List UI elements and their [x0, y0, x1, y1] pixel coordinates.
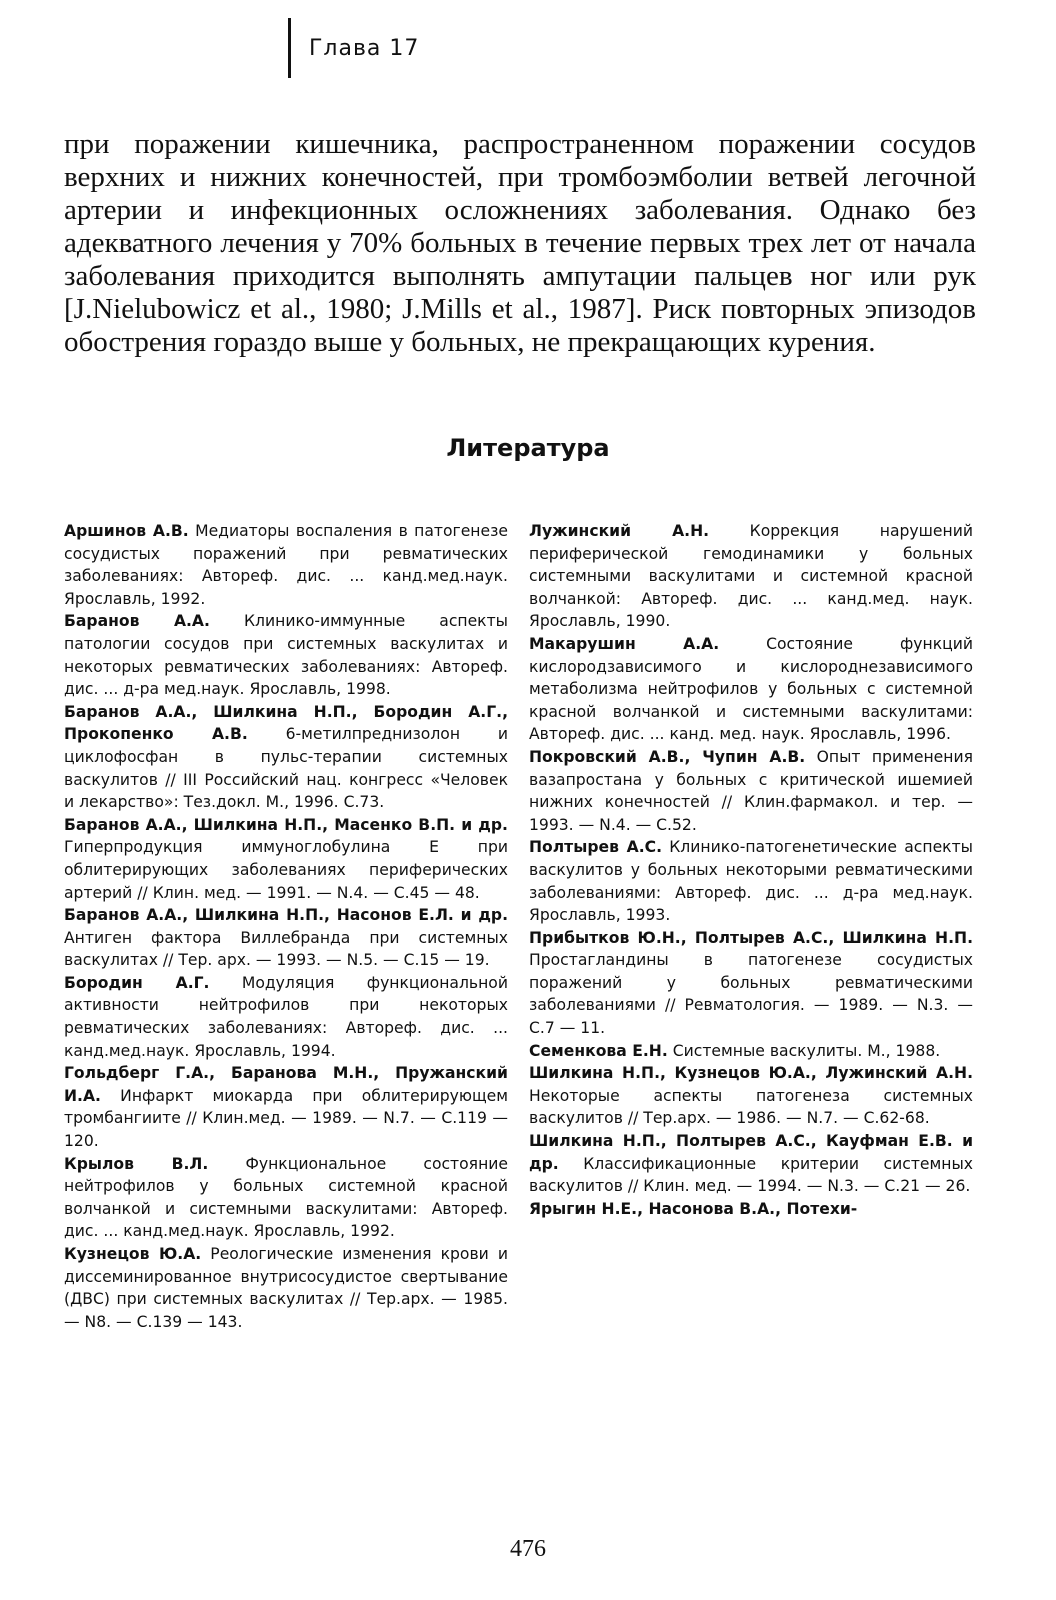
reference-text: 6-метилпреднизолон и циклофосфан в пульс-терапии системных васкулитов // III Российский нац. конгресс «Человек и лекарство»: Тез.докл. М., 1996. С.73. [64, 725, 508, 812]
reference-entry [64, 972, 508, 1062]
reference-entry [529, 746, 973, 836]
reference-entry [529, 927, 973, 1040]
reference-text: Функциональное состояние нейтрофилов у больных системной красной волчанкой и системными васкулитами: Автореф. дис. ... канд.мед.наук. Ярославль, 1992. [64, 1154, 508, 1241]
reference-authors: Полтырев А.С. [529, 838, 662, 857]
reference-text: Системные васкулиты. М., 1988. [667, 1041, 941, 1060]
reference-entry [64, 1062, 508, 1152]
reference-text: Инфаркт миокарда при облитерирующем тромбангиите // Клин.мед. — 1989. — N.7. — С.119 — 120. [64, 1086, 508, 1151]
reference-authors: Шилкина Н.П., Кузнецов Ю.А., Лужинский А.Н. [529, 1064, 973, 1083]
reference-text: Классификационные критерии системных васкулитов // Клин. мед. — 1994. — N.3. — С.21 — 26. [529, 1154, 973, 1196]
reference-text: Клинико-патогенетические аспекты васкулитов у больных некоторыми ревматическими заболеваниями: Автореф. дис. ... д-ра мед.наук. Ярославль, 1993. [529, 838, 973, 925]
reference-authors: Макарушин А.А. [529, 634, 720, 653]
reference-entry [529, 1198, 973, 1221]
header-rule [288, 18, 291, 78]
page-number: 476 [510, 1536, 546, 1562]
reference-entry [64, 701, 508, 814]
references-heading: Литература [446, 434, 610, 462]
reference-authors: Баранов А.А. [64, 612, 210, 631]
reference-entry [64, 814, 508, 904]
reference-text: Некоторые аспекты патогенеза системных васкулитов // Тер.арх. — 1986. — N.7. — С.62-68. [529, 1086, 973, 1128]
reference-authors: Ярыгин Н.Е., Насонова В.А., Потехи- [529, 1199, 858, 1218]
reference-authors: Кузнецов Ю.А. [64, 1245, 202, 1263]
reference-entry [529, 633, 973, 746]
running-head [288, 18, 419, 78]
reference-text: Коррекция нарушений периферической гемодинамики у больных системными васкулитами и системной красной волчанкой: Автореф. дис. ... канд.мед. наук. Ярославль, 1990. [529, 522, 973, 631]
reference-entry [64, 1153, 508, 1243]
reference-text: Реологические изменения крови и диссеминированное внутрисосудистое свертывание (ДВС) при системных васкулитах // Тер.арх. — 1985. — N8. — С.139 — 143. [64, 1245, 508, 1331]
reference-text: Состояние функций кислородзависимого и кислороднезависимого метаболизма нейтрофилов у больных с системной красной волчанкой и системными васкулитами: Автореф. дис. ... канд. мед. наук. Ярославль, 1996. [529, 634, 974, 744]
reference-entry [64, 1243, 508, 1333]
reference-authors: Баранов А.А., Шилкина Н.П., Насонов Е.Л. и др. [64, 906, 508, 925]
reference-entry [64, 610, 508, 700]
reference-authors: Семенкова Е.Н. [529, 1041, 668, 1060]
reference-entry [64, 520, 508, 610]
reference-authors: Бородин А.Г. [64, 973, 210, 992]
reference-text: Опыт применения вазапростана у больных с критической ишемией нижних конечностей // Клин.фармакол. и тер. — 1993. — N.4. — С.52. [529, 747, 973, 834]
reference-authors: Прибытков Ю.Н., Полтырев А.С., Шилкина Н.П. [529, 928, 973, 947]
references-column-right [529, 520, 973, 1220]
references-column-left [64, 520, 508, 1333]
body-paragraph: при поражении кишечника, распространенном поражении сосудов верхних и нижних конечностей, при тромбоэмболии ветвей легочной артерии и инфекционных осложнениях заболевания. Однако без адекватного лечения у 70% больных в течение первых трех лет от начала заболевания приходится выполнять ампутации пальцев ног или рук [J.Nielubowicz et al., 1980; J.Mills et al., 1987]. Риск повторных эпизодов обострения гораздо выше у больных, не прекращающих курения. [64, 128, 976, 358]
reference-authors: Шилкина Н.П., Полтырев А.С., Кауфман Е.В. и др. [529, 1132, 973, 1173]
reference-entry [529, 836, 973, 926]
reference-entry [529, 1130, 973, 1198]
reference-entry [529, 1062, 973, 1130]
reference-authors: Крылов В.Л. [64, 1154, 209, 1173]
reference-authors: Баранов А.А., Шилкина Н.П., Бородин А.Г., Прокопенко А.В. [64, 702, 508, 744]
reference-authors: Покровский А.В., Чупин А.В. [529, 747, 806, 766]
reference-entry [529, 520, 973, 633]
reference-text: Модуляция функциональной активности нейтрофилов при некоторых ревматических заболеваниях: Автореф. дис. ... канд.мед.наук. Ярославль, 1994. [64, 973, 508, 1060]
reference-authors: Аршинов А.В. [64, 522, 189, 540]
reference-entry [529, 1040, 973, 1063]
reference-authors: Гольдберг Г.А., Баранова М.Н., Пружанский И.А. [64, 1064, 508, 1105]
reference-authors: Баранов А.А., Шилкина Н.П., Масенко В.П. и др. [64, 815, 508, 834]
reference-text: Гиперпродукция иммуноглобулина Е при облитерирующих заболеваниях периферических артерий // Клин. мед. — 1991. — N.4. — С.45 — 48. [64, 838, 508, 902]
reference-entry [64, 904, 508, 972]
reference-text: Клинико-иммунные аспекты патологии сосудов при системных васкулитах и некоторых ревматических заболеваниях: Автореф. дис. ... д-ра мед.наук. Ярославль, 1998. [64, 612, 508, 699]
reference-text: Простагландины в патогенезе сосудистых поражений у больных ревматическими заболеваниями // Ревматология. — 1989. — N.3. — С.7 — 11. [529, 951, 973, 1038]
reference-authors: Лужинский А.Н. [529, 522, 710, 540]
chapter-label: Глава 17 [309, 35, 420, 61]
reference-text: Медиаторы воспаления в патогенезе сосудистых поражений при ревматических заболеваниях: Автореф. дис. ... канд.мед.наук. Ярославль, 1992. [64, 522, 508, 608]
reference-text: Антиген фактора Виллебранда при системных васкулитах // Тер. арх. — 1993. — N.5. — С.15 — 19. [64, 928, 508, 970]
